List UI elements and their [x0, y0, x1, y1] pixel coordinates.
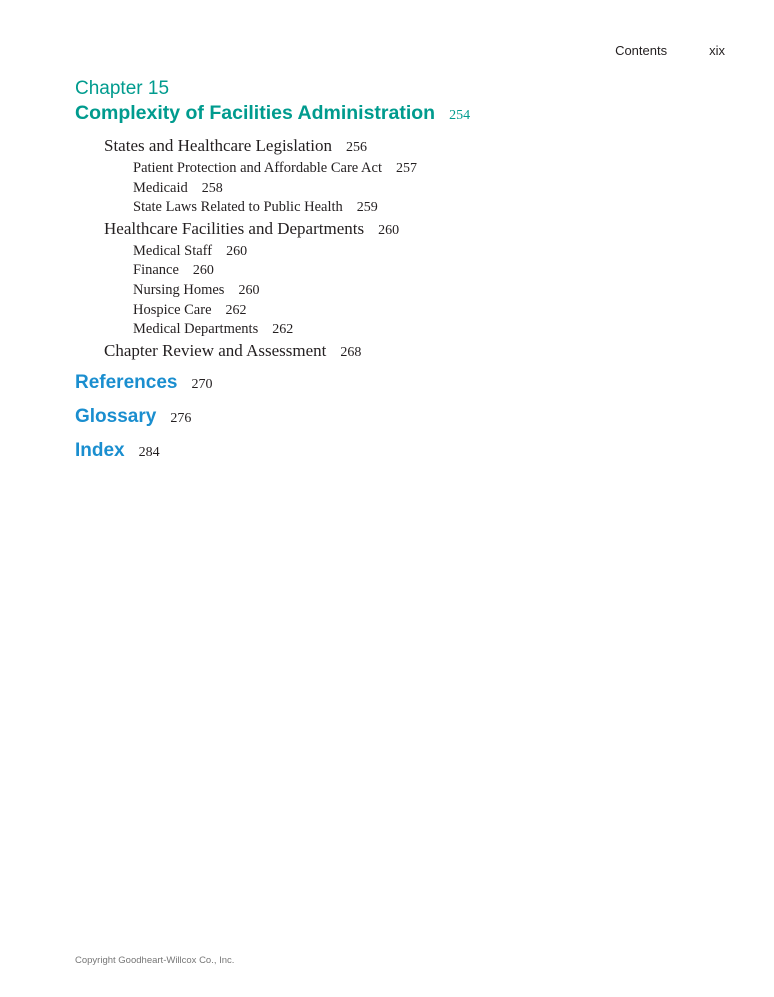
toc-references-page: 270	[191, 376, 213, 392]
toc-subsection-title: Finance	[133, 262, 179, 279]
toc-section-page: 260	[378, 222, 400, 238]
toc-subsection-page: 262	[272, 322, 294, 338]
toc-subsection-title: State Laws Related to Public Health	[133, 199, 343, 216]
toc-index-page: 284	[138, 444, 160, 460]
toc-subsection[interactable]	[133, 159, 735, 179]
toc-glossary-page: 276	[170, 410, 192, 426]
toc-subsection-title: Medical Staff	[133, 242, 213, 259]
chapter-page: 254	[449, 108, 471, 123]
toc-section[interactable]	[104, 340, 735, 364]
toc-glossary[interactable]	[75, 404, 735, 432]
copyright-footer: Copyright Goodheart-Willcox Co., Inc.	[75, 955, 235, 966]
page-number: xix	[709, 43, 725, 58]
toc-section-title: Healthcare Facilities and Departments	[104, 218, 365, 238]
chapter-title[interactable]	[75, 100, 735, 129]
toc-subsection-page: 260	[226, 243, 248, 259]
toc-subsection-title: Nursing Homes	[133, 281, 225, 298]
toc-subsection[interactable]	[133, 242, 735, 262]
toc-subsection-title: Medicaid	[133, 179, 188, 196]
running-head	[615, 43, 725, 58]
toc-glossary-title: Glossary	[75, 405, 157, 427]
toc-references[interactable]	[75, 370, 735, 398]
toc-index[interactable]	[75, 438, 735, 466]
toc-subsection[interactable]	[133, 198, 735, 218]
chapter-label: Chapter 15	[75, 78, 170, 99]
toc-index-title: Index	[75, 439, 125, 461]
toc-subsection-page: 259	[356, 200, 378, 216]
toc-subsection-page: 260	[192, 263, 214, 279]
toc-subsection[interactable]	[133, 281, 735, 301]
toc-section-page: 268	[340, 344, 362, 360]
toc-subsection[interactable]	[133, 320, 735, 340]
toc-subsection-page: 258	[201, 180, 223, 196]
toc-subsection-title: Patient Protection and Affordable Care Act	[133, 160, 382, 176]
chapter-title-text: Complexity of Facilities Administration	[75, 102, 436, 124]
toc-section-page: 256	[346, 140, 367, 155]
toc-subsection[interactable]	[133, 301, 735, 321]
toc-subsection-page: 262	[225, 302, 247, 318]
toc-section-title: States and Healthcare Legislation	[104, 136, 332, 155]
toc-subsection-title: Medical Departments	[133, 321, 259, 338]
toc-references-title: References	[75, 371, 178, 393]
toc-section[interactable]	[104, 135, 735, 159]
toc-section-title: Chapter Review and Assessment	[104, 340, 327, 360]
toc-subsection[interactable]	[133, 261, 735, 281]
toc-section[interactable]	[104, 218, 735, 242]
table-of-contents	[75, 78, 735, 466]
toc-subsection-page: 260	[238, 282, 260, 298]
running-head-section: Contents	[615, 43, 668, 58]
toc-subsection[interactable]	[133, 179, 735, 199]
toc-subsection-page: 257	[396, 161, 417, 176]
toc-subsection-title: Hospice Care	[133, 301, 212, 318]
